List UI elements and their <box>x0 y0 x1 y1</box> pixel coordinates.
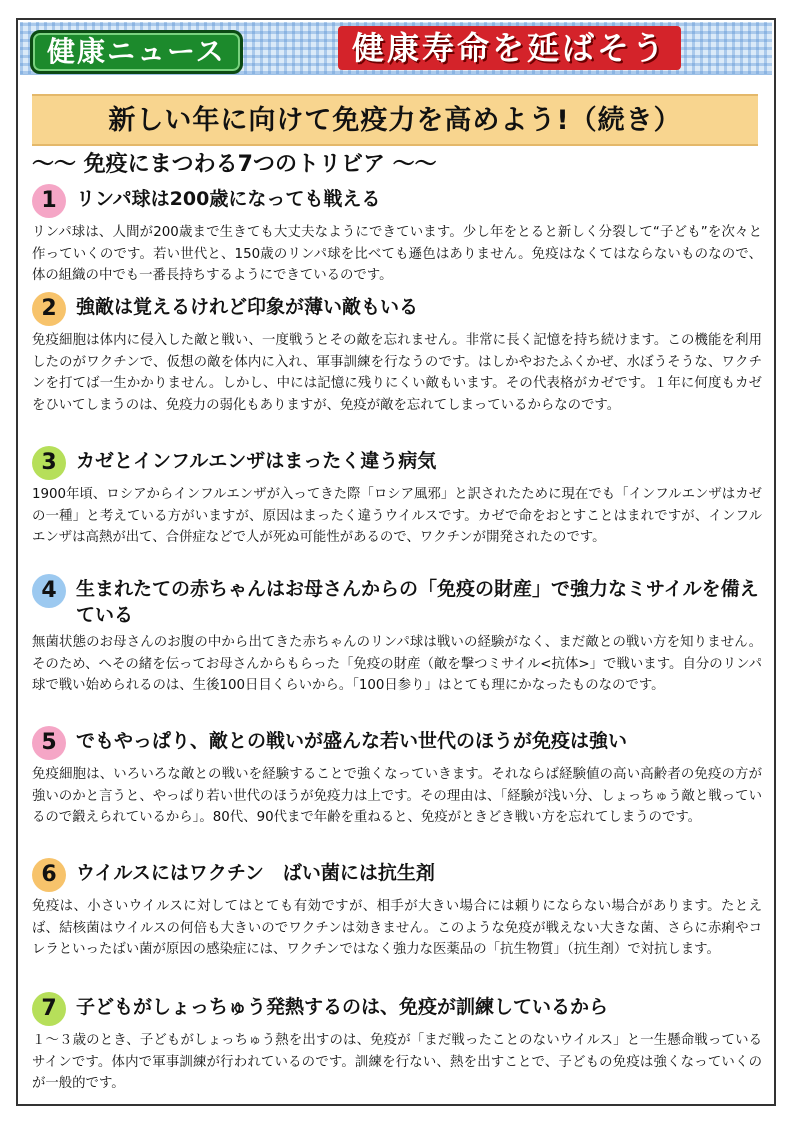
trivia-item-2 <box>32 294 762 416</box>
title-bar <box>32 94 758 146</box>
item-heading: 子どもがしょっちゅう発熱するのは、免疫が訓練しているから <box>76 996 609 1018</box>
item-heading: 強敵は覚えるけれど印象が薄い敵もいる <box>76 296 419 318</box>
page-title: 新しい年に向けて免疫力を高めよう!（続き） <box>108 105 682 136</box>
item-body: １～３歳のとき、子どもがしょっちゅう熱を出すのは、免疫が「まだ戦ったことのないウイルス」と一生懸命戦っているサインです。体内で軍事訓練が行われているのです。訓練を行ない、熱を出すことで、子どもの免疫は強くなっていくのが一般的です。 <box>32 1033 762 1091</box>
item-body: 1900年頃、ロシアからインフルエンザが入ってきた際「ロシア風邪」と訳されたために現在でも「インフルエンザはカゼの一種」と考えている方がいますが、原因はまったく違うウイルスです。カゼで命をおとすことはまれですが、インフルエンザは高熱が出て、合併症などで人が死ぬ可能性があるので、ワクチンが開発されたのです。 <box>32 487 762 545</box>
page-subtitle: 〜〜 免疫にまつわる7つのトリビア 〜〜 <box>32 152 437 177</box>
trivia-item-5 <box>32 728 762 829</box>
item-heading: ウイルスにはワクチン ばい菌には抗生剤 <box>76 862 435 884</box>
item-heading: リンパ球は200歳になっても戦える <box>76 188 381 210</box>
item-heading: 生まれたての赤ちゃんはお母さんからの「免疫の財産」で強力なミサイルを備えている <box>76 578 759 626</box>
item-number-badge: 1 <box>32 184 66 218</box>
item-number-badge: 5 <box>32 726 66 760</box>
item-body: 免疫細胞は体内に侵入した敵と戦い、一度戦うとその敵を忘れません。非常に長く記憶を持ち続けます。この機能を利用したのがワクチンで、仮想の敵を体内に入れ、軍事訓練を行なうのです。はしかやおたふくかぜ、水ぼうそうな、ワクチンを打てば一生かかりません。しかし、中には記憶に残りにくい敵もいます。その代表格がカゼです。１年に何度もカゼをひいてしまうのは、免疫力の弱化もありますが、免疫が敵を忘れてしまっているからなのです。 <box>32 333 762 413</box>
item-body: リンパ球は、人間が200歳まで生きても大丈夫なようにできています。少し年をとると新しく分裂して“子ども”を次々と作っていくのです。若い世代と、150歳のリンパ球を比べても遜色はありません。免疫はなくてはならないものなので、体の組織の中でも一番長持ちするようにできているのです。 <box>32 225 762 283</box>
news-label: 健康ニュース <box>30 30 243 74</box>
trivia-item-6 <box>32 860 762 961</box>
item-body: 免疫細胞は、いろいろな敵との戦いを経験することで強くなっていきます。それならば経験値の高い高齢者の免疫の方が強いのかと言うと、やっぱり若い世代のほうが免疫力は上です。その理由は、「経験が浅い分、しょっちゅう敵と戦っているので鍛えられているから」。80代、90代まで年齢を重ねると、免疫がときどき戦い方を忘れてしまうのです。 <box>32 767 762 825</box>
item-heading: カゼとインフルエンザはまったく違う病気 <box>76 450 437 472</box>
slogan: 健康寿命を延ばそう <box>338 26 681 70</box>
trivia-item-7 <box>32 994 762 1095</box>
trivia-item-4 <box>32 576 762 697</box>
header-banner <box>20 22 772 75</box>
item-body: 無菌状態のお母さんのお腹の中から出てきた赤ちゃんのリンパ球は戦いの経験がなく、まだ敵との戦い方を知りません。そのため、へその緒を伝ってお母さんからもらった「免疫の財産（敵を撃つミサイル<抗体>」で戦います。自分のリンパ球で戦い始められるのは、生後100日目くらいから。「100日参り」はとても理にかなったものなのです。 <box>32 635 762 693</box>
trivia-item-3 <box>32 448 762 549</box>
item-number-badge: 2 <box>32 292 66 326</box>
item-heading: でもやっぱり、敵との戦いが盛んな若い世代のほうが免疫は強い <box>76 730 628 752</box>
item-body: 免疫は、小さいウイルスに対してはとても有効ですが、相手が大きい場合には頼りにならない場合があります。たとえば、結核菌はウイルスの何倍も大きいのでワクチンは効きません。このような免疫が戦えない大きな菌、さらに赤痢やコレラといったばい菌が原因の感染症には、ワクチンではなく強力な医薬品の「抗生物質」（抗生剤）で対抗します。 <box>32 899 762 957</box>
trivia-item-1 <box>32 186 762 287</box>
newsletter-frame <box>16 18 776 1106</box>
item-number-badge: 4 <box>32 574 66 608</box>
item-number-badge: 7 <box>32 992 66 1026</box>
item-number-badge: 3 <box>32 446 66 480</box>
item-number-badge: 6 <box>32 858 66 892</box>
